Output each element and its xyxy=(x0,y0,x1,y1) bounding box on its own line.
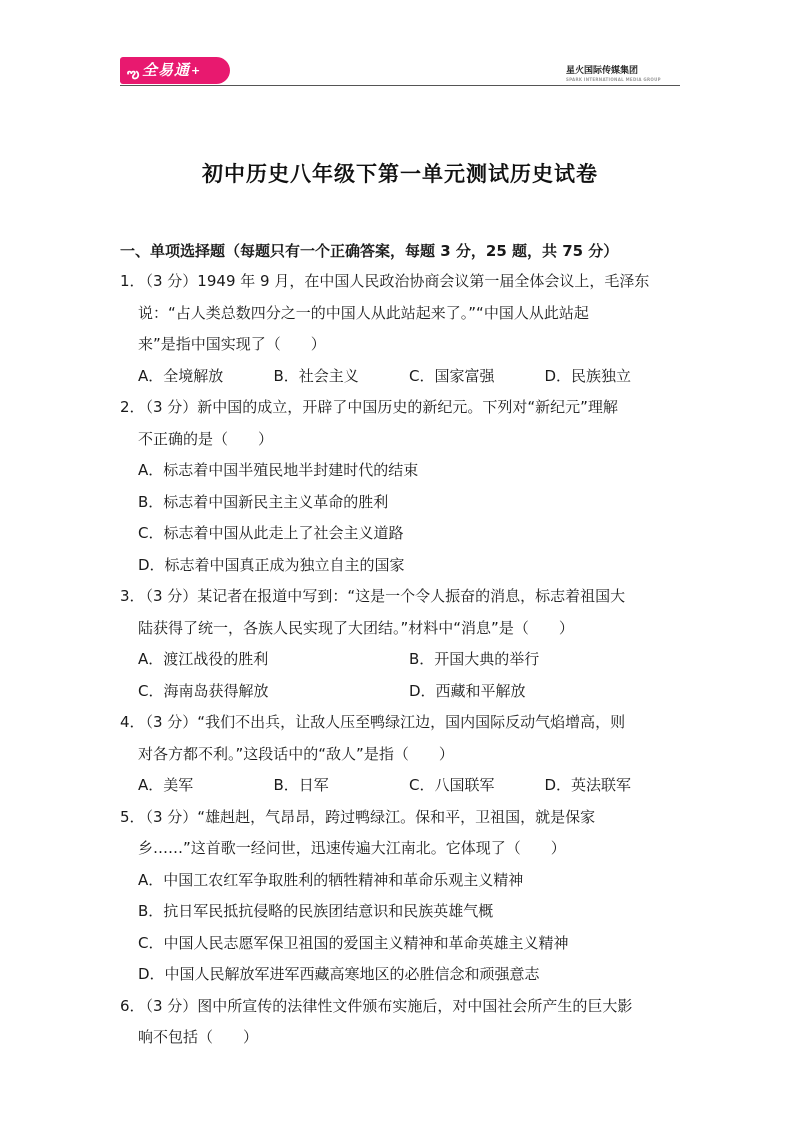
option-a[interactable]: A．全境解放 xyxy=(138,366,224,385)
swirl-icon: ఌ xyxy=(127,66,141,82)
option-b[interactable]: B．社会主义 xyxy=(273,366,359,385)
option-b[interactable]: B．日军 xyxy=(273,776,329,794)
brand-name: 星火国际传媒集团 xyxy=(566,66,639,76)
option-b[interactable]: B．抗日军民抵抗侵略的民族团结意识和民族英雄气概 xyxy=(138,902,494,920)
header-divider xyxy=(120,85,680,86)
question-3 xyxy=(120,581,680,707)
question-stem-line: 不正确的是（ ） xyxy=(138,429,274,448)
option-c[interactable]: C．海南岛获得解放 xyxy=(138,681,269,700)
question-number: 3． xyxy=(120,587,145,605)
question-stem-line: 4．（3 分）“我们不出兵，让敌人压至鸭绿江边，国内国际反动气焰增高，则 xyxy=(120,707,680,739)
question-stem-line: 1．（3 分）1949 年 9 月，在中国人民政治协商会议第一届全体会议上，毛泽东 xyxy=(120,266,680,298)
brand-block xyxy=(566,63,676,82)
option-a[interactable]: A．中国工农红军争取胜利的牺牲精神和革命乐观主义精神 xyxy=(138,870,524,889)
exam-content xyxy=(120,236,680,1054)
question-stem-line: 6．（3 分）图中所宣传的法律性文件颁布实施后，对中国社会所产生的巨大影 xyxy=(120,991,680,1023)
question-4 xyxy=(120,707,680,802)
question-stem-line: 响不包括（ ） xyxy=(138,1028,259,1046)
question-number: 1． xyxy=(120,272,145,290)
plus-icon: + xyxy=(191,64,202,77)
option-c[interactable]: C．标志着中国从此走上了社会主义道路 xyxy=(138,524,404,542)
option-b[interactable]: B．标志着中国新民主主义革命的胜利 xyxy=(138,492,389,511)
section-heading: 一、单项选择题（每题只有一个正确答案，每题 3 分，25 题，共 75 分） xyxy=(120,242,619,260)
question-number: 4． xyxy=(120,713,145,731)
page-header xyxy=(0,0,800,100)
option-a[interactable]: A．美军 xyxy=(138,776,194,794)
question-stem-line: 乡……”这首歌一经问世，迅速传遍大江南北。它体现了（ ） xyxy=(138,839,566,857)
quanyitong-logo xyxy=(120,57,230,84)
option-row xyxy=(120,644,680,676)
question-6 xyxy=(120,991,680,1054)
option-d[interactable]: D．民族独立 xyxy=(544,366,632,385)
logo-text: 全易通 xyxy=(142,61,191,79)
question-1 xyxy=(120,266,680,392)
question-number: 5． xyxy=(120,807,145,826)
question-stem-line: 3．（3 分）某记者在报道中写到：“这是一个令人振奋的消息，标志着祖国大 xyxy=(120,581,680,613)
option-a[interactable]: A．渡江战役的胜利 xyxy=(138,650,269,668)
option-d[interactable]: D．中国人民解放军进军西藏高寒地区的必胜信念和顽强意志 xyxy=(138,965,540,983)
question-stem-line: 2．（3 分）新中国的成立，开辟了中国历史的新纪元。下列对“新纪元”理解 xyxy=(120,392,680,424)
question-5 xyxy=(120,802,680,991)
question-stem-line: 来”是指中国实现了（ ） xyxy=(138,335,326,353)
question-stem-line: 对各方都不利。”这段话中的“敌人”是指（ ） xyxy=(138,744,454,763)
option-row xyxy=(120,770,680,802)
question-stem-line: 陆获得了统一，各族人民实现了大团结。”材料中“消息”是（ ） xyxy=(138,618,574,637)
page-title: 初中历史八年级下第一单元测试历史试卷 xyxy=(202,162,598,186)
question-number: 6． xyxy=(120,996,145,1015)
option-d[interactable]: D．标志着中国真正成为独立自主的国家 xyxy=(138,555,405,574)
option-d[interactable]: D．英法联军 xyxy=(544,776,632,794)
option-row xyxy=(120,361,680,393)
option-d[interactable]: D．西藏和平解放 xyxy=(409,681,526,700)
question-number: 2． xyxy=(120,398,145,416)
question-stem-line: 5．（3 分）“雄赳赳，气昂昂，跨过鸭绿江。保和平，卫祖国，就是保家 xyxy=(120,802,680,834)
question-stem-line: 说：“占人类总数四分之一的中国人从此站起来了。”“中国人从此站起 xyxy=(138,303,589,322)
option-a[interactable]: A．标志着中国半殖民地半封建时代的结束 xyxy=(138,461,419,479)
option-c[interactable]: C．中国人民志愿军保卫祖国的爱国主义精神和革命英雄主义精神 xyxy=(138,933,569,952)
question-2 xyxy=(120,392,680,581)
option-row xyxy=(120,676,680,708)
option-c[interactable]: C．国家富强 xyxy=(409,366,495,385)
option-c[interactable]: C．八国联军 xyxy=(409,776,495,794)
brand-subtitle: SPARK INTERNATIONAL MEDIA GROUP xyxy=(566,77,661,82)
option-b[interactable]: B．开国大典的举行 xyxy=(409,650,540,668)
